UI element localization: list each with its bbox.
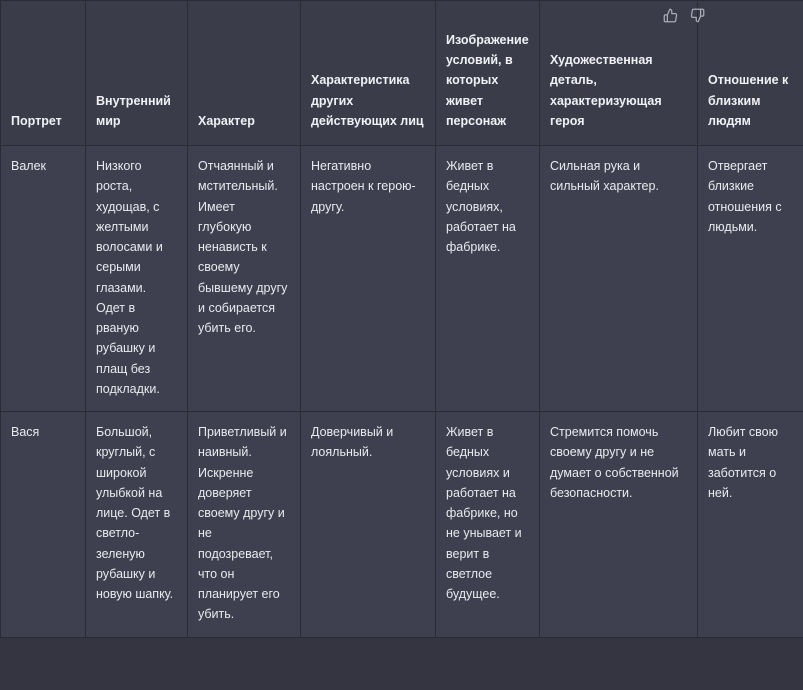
- column-header-other-characters: Характеристика других действующих лиц: [301, 1, 436, 146]
- column-header-artistic-detail: Художественная деталь, характеризующая героя: [540, 1, 698, 146]
- column-header-portrait: Портрет: [1, 1, 86, 146]
- cell-relation-to-close: Отвергает близкие отношения с людьми.: [698, 146, 803, 412]
- cell-other-characters: Доверчивый и лояльный.: [301, 412, 436, 638]
- cell-artistic-detail: Сильная рука и сильный характер.: [540, 146, 698, 412]
- cell-character: Отчаянный и мстительный. Имеет глубокую ненависть к своему бывшему другу и собирается убить его.: [188, 146, 301, 412]
- thumbs-up-icon[interactable]: [663, 8, 678, 23]
- table-row: [1, 146, 803, 412]
- cell-character-name: Валек: [1, 146, 86, 412]
- bottom-spacer: [0, 678, 803, 690]
- cell-living-conditions: Живет в бедных условиях и работает на фабрике, но не унывает и верит в светлое будущее.: [436, 412, 540, 638]
- cell-inner-world: Низкого роста, худощав, с желтыми волосами и серыми глазами. Одет в рваную рубашку и плащ без подкладки.: [86, 146, 188, 412]
- column-header-relation-to-close: Отношение к близким людям: [698, 1, 803, 146]
- cell-relation-to-close: Любит свою мать и заботится о ней.: [698, 412, 803, 638]
- column-header-living-conditions: Изображение условий, в которых живет персонаж: [436, 1, 540, 146]
- cell-other-characters: Негативно настроен к герою-другу.: [301, 146, 436, 412]
- table-body: [1, 146, 803, 638]
- column-header-character: Характер: [188, 1, 301, 146]
- cell-inner-world: Большой, круглый, с широкой улыбкой на лице. Одет в светло-зеленую рубашку и новую шапку.: [86, 412, 188, 638]
- column-header-inner-world: Внутренний мир: [86, 1, 188, 146]
- cell-artistic-detail: Стремится помочь своему другу и не думает о собственной безопасности.: [540, 412, 698, 638]
- cell-living-conditions: Живет в бедных условиях, работает на фабрике.: [436, 146, 540, 412]
- thumbs-down-icon[interactable]: [690, 8, 705, 23]
- cell-character: Приветливый и наивный. Искренне доверяет своему другу и не подозревает, что он планирует его убить.: [188, 412, 301, 638]
- cell-character-name: Вася: [1, 412, 86, 638]
- table-row: [1, 412, 803, 638]
- feedback-bar: [663, 8, 705, 23]
